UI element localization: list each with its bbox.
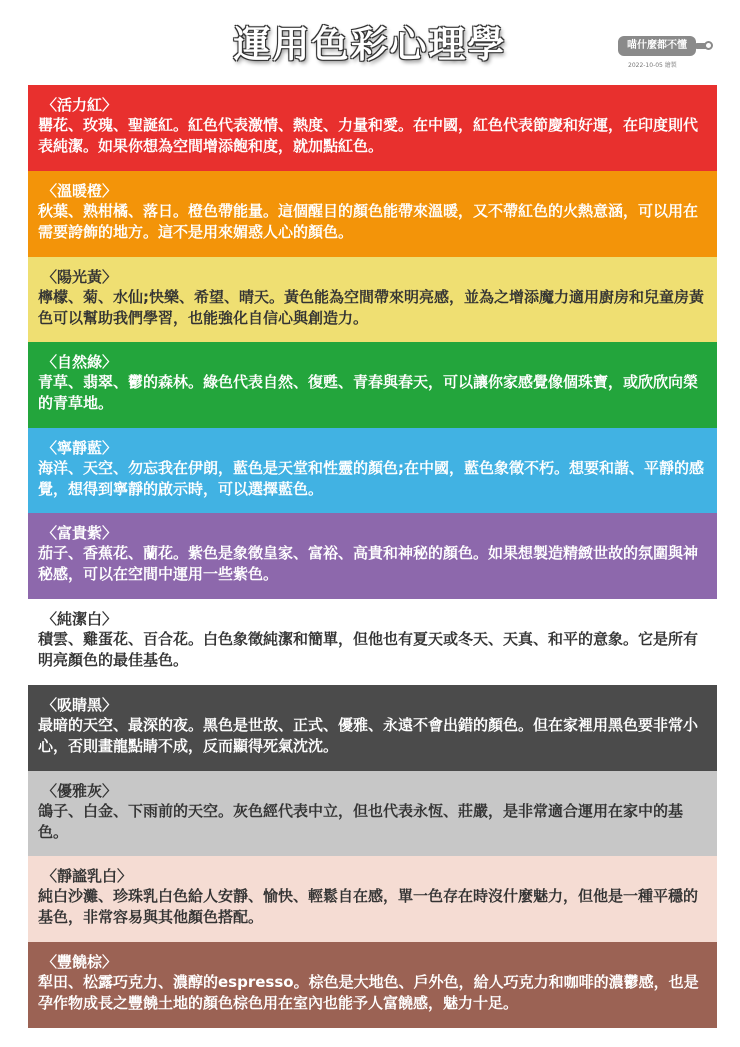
color-block-text: 純白沙灘、珍珠乳白色給人安靜、愉快、輕鬆自在感，單一色存在時沒什麼魅力，但他是一種平穩的基色，非常容易與其他顏色搭配。 bbox=[38, 887, 699, 926]
color-block-title: 〈豐饒棕〉 bbox=[42, 953, 118, 971]
color-block-title: 〈純潔白〉 bbox=[42, 610, 118, 628]
color-block-text: 鴿子、白金、下雨前的天空。灰色經代表中立，但也代表永恆、莊嚴，是非常適合運用在家中的基色。 bbox=[38, 802, 684, 841]
color-block-text: 犁田、松露巧克力、濃醇的espresso。棕色是大地色、戶外色，給人巧克力和咖啡的濃鬱感，也是孕作物成長之豐饒土地的顏色棕色用在室內也能予人富饒感，魅力十足。 bbox=[38, 973, 699, 1012]
color-block-brown bbox=[28, 942, 717, 1028]
brand-logo bbox=[618, 36, 718, 76]
color-block-title: 〈溫暖橙〉 bbox=[42, 182, 118, 200]
color-block-orange bbox=[28, 171, 717, 257]
page-title: 運用色彩心理學 bbox=[233, 23, 507, 66]
color-block-text: 茄子、香蕉花、蘭花。紫色是象徵皇家、富裕、高貴和神秘的顏色。如果想製造精緻世故的氛圍與神秘感，可以在空間中運用一些紫色。 bbox=[38, 544, 699, 583]
color-block-title: 〈寧靜藍〉 bbox=[42, 439, 118, 457]
color-block-title: 〈自然綠〉 bbox=[42, 353, 118, 371]
color-block-title: 〈優雅灰〉 bbox=[42, 782, 118, 800]
color-block-green bbox=[28, 342, 717, 428]
brand-label: 喵什麼都不懂 bbox=[618, 36, 696, 56]
color-block-text: 罌花、玫瑰、聖誕紅。紅色代表激情、熱度、力量和愛。在中國，紅色代表節慶和好運，在印度則代表純潔。如果你想為空間增添飽和度，就加點紅色。 bbox=[38, 116, 699, 155]
color-block-text: 最暗的天空、最深的夜。黑色是世故、正式、優雅、永遠不會出錯的顏色。但在家裡用黑色要非常小心，否則畫龍點睛不成，反而顯得死氣沈沈。 bbox=[38, 716, 699, 755]
color-block-yellow bbox=[28, 257, 717, 343]
color-block-red bbox=[28, 85, 717, 171]
color-block-text: 青草、翡翠、鬱的森林。綠色代表自然、復甦、青春與春天，可以讓你家感覺像個珠寶，或欣欣向榮的青草地。 bbox=[38, 373, 699, 412]
color-block-title: 〈吸睛黑〉 bbox=[42, 696, 118, 714]
color-block-text: 積雲、雞蛋花、百合花。白色象徵純潔和簡單，但他也有夏天或冬天、天真、和平的意象。它是所有明亮顏色的最佳基色。 bbox=[38, 630, 699, 669]
color-block-white bbox=[28, 599, 717, 685]
brand-dot-shape bbox=[704, 41, 713, 50]
color-block-blue bbox=[28, 428, 717, 514]
color-block-purple bbox=[28, 513, 717, 599]
color-block-title: 〈陽光黃〉 bbox=[42, 268, 118, 286]
color-block-cream bbox=[28, 856, 717, 942]
color-block-title: 〈靜謐乳白〉 bbox=[42, 867, 133, 885]
color-block-gray bbox=[28, 771, 717, 857]
color-block-text: 海洋、天空、勿忘我在伊朗，藍色是天堂和性靈的顏色;在中國，藍色象徵不朽。想要和諧、平靜的感覺，想得到寧靜的啟示時，可以選擇藍色。 bbox=[38, 459, 705, 498]
brand-date: 2022-10-05 繪製 bbox=[628, 62, 677, 69]
color-block-title: 〈活力紅〉 bbox=[42, 96, 118, 114]
color-block-title: 〈富貴紫〉 bbox=[42, 524, 118, 542]
color-block-text: 秋葉、熟柑橘、落日。橙色帶能量。這個醒目的顏色能帶來溫暖，又不帶紅色的火熱意涵，可以用在需要誇飾的地方。這不是用來媚惑人心的顏色。 bbox=[38, 202, 699, 241]
color-block-text: 檸檬、菊、水仙;快樂、希望、晴天。黃色能為空間帶來明亮感，並為之增添魔力適用廚房和兒童房黃色可以幫助我們學習，也能強化自信心與創造力。 bbox=[38, 288, 705, 327]
color-block-black bbox=[28, 685, 717, 771]
